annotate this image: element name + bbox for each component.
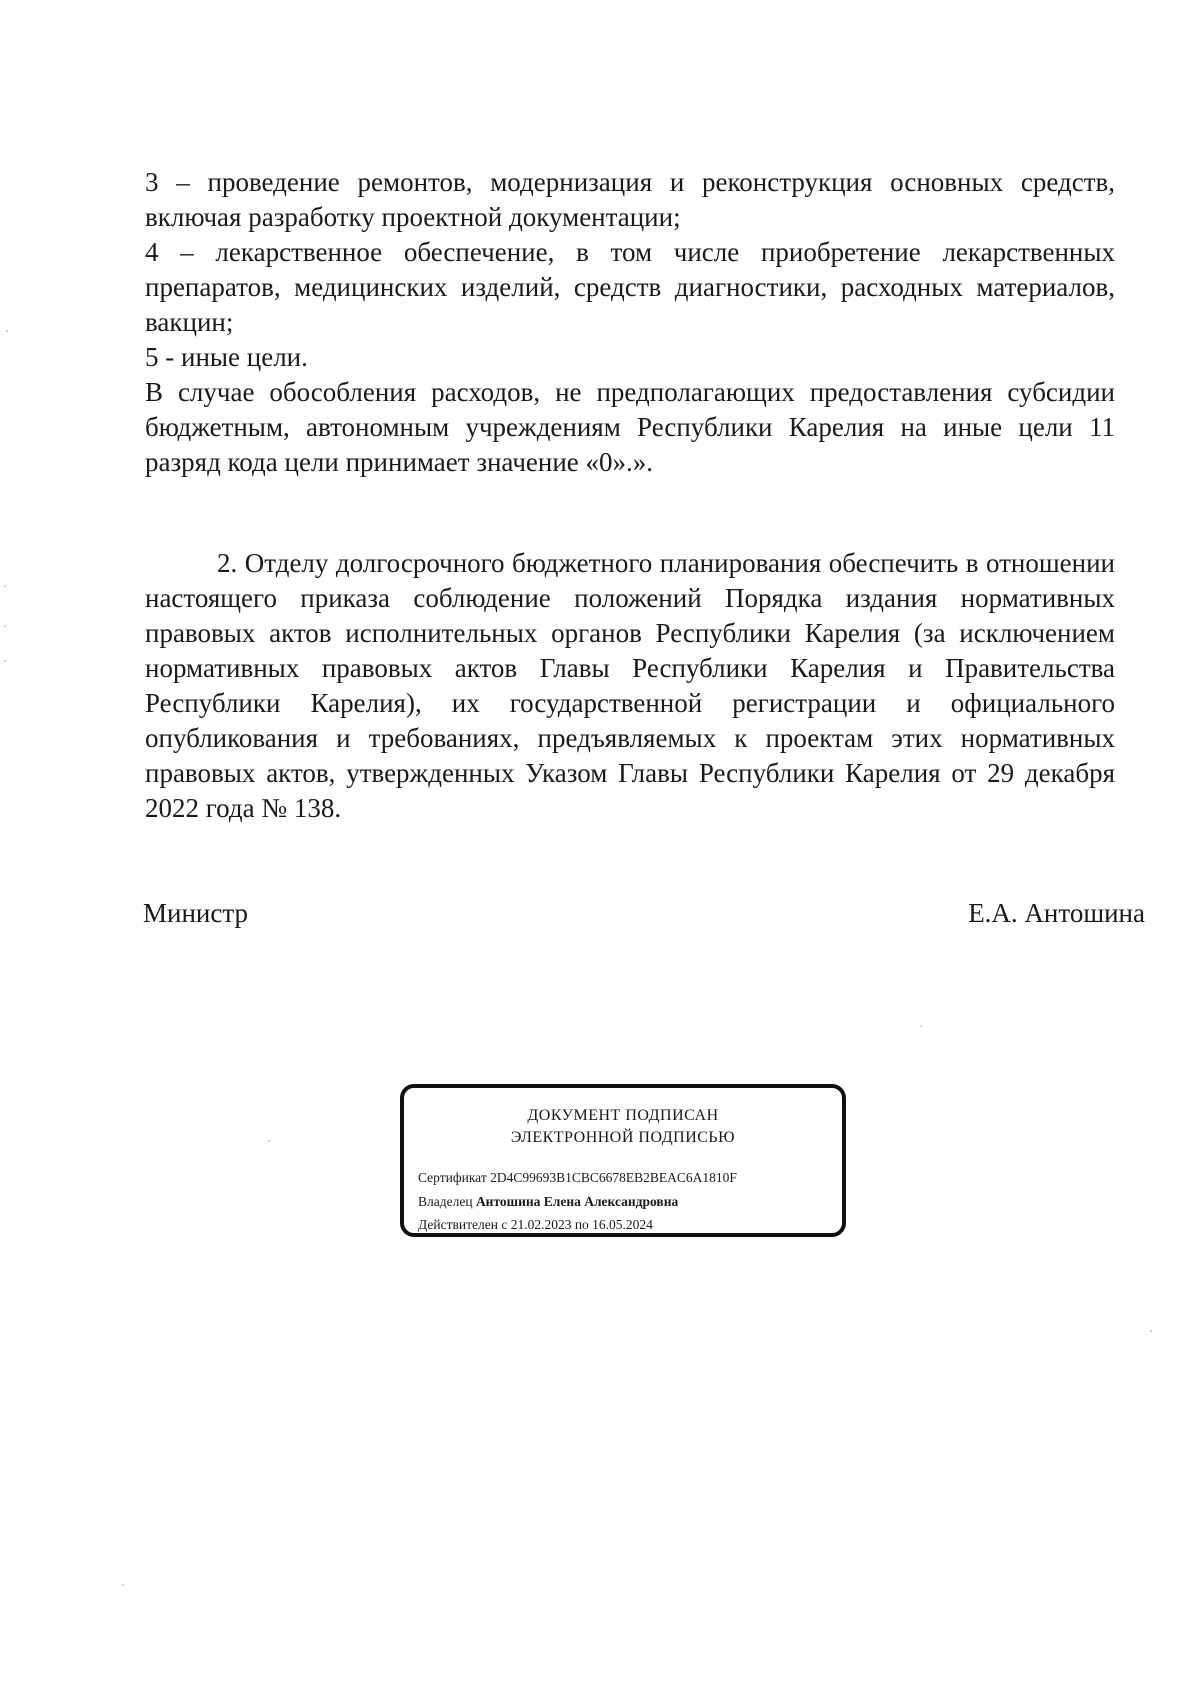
list-item-5: 5 - иные цели. xyxy=(145,342,308,372)
list-item-4: 4 – лекарственное обеспечение, в том числе приобретение лекарственных препаратов, медицинских изделий, средств диагностики, расходных материалов, вакцин; xyxy=(145,237,1115,337)
valid-to-date: 16.05.2024 xyxy=(592,1217,653,1232)
list-item-3: 3 – проведение ремонтов, модернизация и реконструкция основных средств, включая разработку проектной документации; xyxy=(145,167,1115,232)
scan-artifact xyxy=(4,625,6,627)
valid-from-word: с xyxy=(501,1217,508,1232)
paragraph-2: 2. Отделу долгосрочного бюджетного планирования обеспечить в отношении настоящего приказа соблюдение положений Порядка издания нормативных правовых актов исполнительных органов Республики Карелия (за исключением нормативных правовых актов Главы Республики Карелия и Правительства Республики Карелия), их государственной регистрации и официального опубликования и требованиях, предъявляемых к проектам этих нормативных правовых актов, утвержденных Указом Главы Республики Карелия от 29 декабря 2022 года № 138. xyxy=(145,548,1115,823)
valid-from-date: 21.02.2023 xyxy=(510,1217,572,1232)
certificate-label: Сертификат xyxy=(418,1170,487,1185)
stamp-validity-row xyxy=(418,1215,653,1234)
owner-label: Владелец xyxy=(418,1194,473,1209)
scan-artifact xyxy=(4,585,6,587)
stamp-certificate-row xyxy=(418,1168,737,1187)
stamp-title-line-1: ДОКУМЕНТ ПОДПИСАН xyxy=(527,1107,719,1124)
signatory-name: Е.А. Антошина xyxy=(968,898,1145,928)
valid-label: Действителен xyxy=(418,1217,498,1232)
scan-artifact xyxy=(1150,1330,1152,1332)
electronic-signature-stamp xyxy=(400,1084,846,1237)
certificate-value: 2D4C99693B1CBC6678EB2BEAC6A1810F xyxy=(490,1170,737,1185)
note-paragraph: В случае обособления расходов, не предполагающих предоставления субсидии бюджетным, автономным учреждениям Республики Карелия на иные цели 11 разряд кода цели принимает значение «0».». xyxy=(145,377,1115,477)
owner-value: Антошина Елена Александровна xyxy=(475,1194,679,1209)
stamp-owner-row xyxy=(418,1192,678,1211)
signatory-title: Министр xyxy=(143,898,248,928)
scan-artifact xyxy=(920,1025,922,1027)
purpose-codes-list xyxy=(145,165,1115,480)
scan-artifact xyxy=(122,1584,124,1586)
scan-artifact xyxy=(4,660,6,662)
valid-to-word: по xyxy=(574,1217,589,1232)
scan-artifact xyxy=(268,1140,270,1142)
scan-artifact xyxy=(6,330,8,332)
stamp-title-line-2: ЭЛЕКТРОННОЙ ПОДПИСЬЮ xyxy=(510,1129,736,1146)
